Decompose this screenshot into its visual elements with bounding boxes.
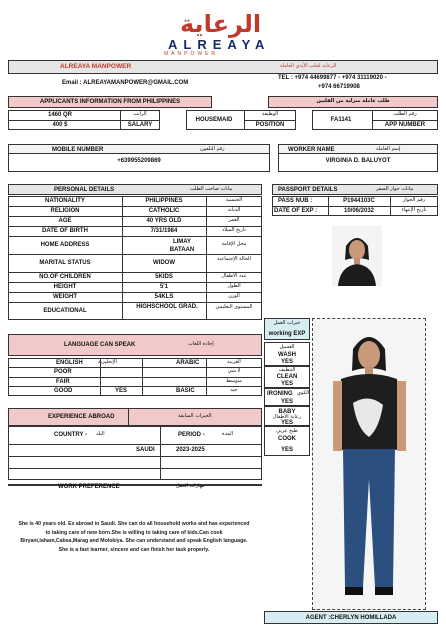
personal-row-arabic: تاريخ الميلاد — [221, 227, 247, 233]
logo-arabic: الرعاية — [180, 10, 262, 38]
personal-row-arabic: الديانة — [227, 207, 241, 213]
personal-row-arabic: الجنسية — [225, 197, 243, 203]
skill-arabic: التنظيف — [278, 367, 296, 373]
skill-label: BABY — [278, 409, 296, 415]
skill-value: YES — [280, 359, 293, 365]
experience-country-label: COUNTRY - — [54, 432, 87, 438]
passport-expiry-arabic: تاريخ الإنتهاء — [401, 207, 427, 213]
experience-period-arabic: المدة — [222, 431, 234, 437]
skill-row — [264, 388, 310, 406]
worker-label-arabic: إسم العاملة — [376, 146, 401, 152]
salary-qr: 1460 QR — [47, 112, 72, 118]
logo-subtitle: MANPOWER — [164, 51, 218, 57]
salary-arabic: الراتب — [133, 111, 147, 117]
experience-header — [8, 408, 262, 426]
experience-period-value: 2023-2025 — [176, 447, 205, 453]
skill-arabic: الكوي — [297, 390, 310, 396]
skills-title: working EXP — [268, 331, 306, 337]
personal-row-arabic: محل الإقامة — [221, 241, 247, 247]
tel-line-2: +974 66719908 — [318, 84, 360, 90]
portrait-icon — [332, 226, 382, 286]
passport-title-arabic: بيانات جواز السفر — [376, 186, 414, 192]
personal-row-label: WEIGHT — [53, 294, 77, 300]
language-poor-arabic: لا شي — [227, 368, 241, 374]
language-good-arabic: جيد — [230, 387, 238, 393]
experience-title: EXPERIENCE ABROAD — [48, 414, 115, 420]
mobile-label-arabic: رقم التلفون — [200, 146, 225, 152]
language-good-label: GOOD — [54, 388, 73, 394]
language-fair-arabic: متوسط — [226, 378, 242, 384]
personal-row-value: 5KIDS — [155, 274, 173, 280]
personal-row-value: PHILIPPINES — [145, 198, 183, 204]
applicant-description: She is 40 years old. Ex abroad in Saudi. She can do all household works and has experienced to taking care of new born.She is willing to taking care of kids.Can cook Biryani,laham,Cabsa,Marag and Molokiya. She can understand and speak English language. She is a fast learner, sincere and can finish her task properly. — [18, 521, 250, 553]
email-text: Email : ALREAYAMANPOWER@GMAIL.COM — [62, 80, 189, 86]
personal-title: PERSONAL DETAILS — [54, 187, 115, 193]
skills-title-arabic: خبرات العمل — [273, 320, 301, 326]
app-number-label: APP NUMBER — [384, 122, 426, 128]
position-value: HOUSEMAID — [195, 117, 233, 123]
passport-number-label: PASS NUB : — [278, 198, 313, 204]
passport-expiry-value: 10/06/2032 — [343, 208, 375, 214]
skill-label: WASH — [278, 352, 296, 358]
personal-row-label: HOME ADDRESS — [40, 242, 90, 248]
personal-row-label: NO.OF CHILDREN — [39, 274, 91, 280]
personal-row-value: 5'1 — [159, 284, 169, 290]
salary-label: SALARY — [127, 122, 153, 128]
app-number-arabic: رقم الطلب — [393, 111, 417, 117]
skill-arabic: الغسيل — [279, 344, 295, 350]
personal-row-label: AGE — [58, 218, 72, 224]
logo-latin: ALREAYA — [168, 37, 271, 52]
experience-country-value: SAUDI — [136, 447, 155, 453]
worker-label: WORKER NAME — [288, 147, 335, 153]
skill-row — [264, 342, 310, 366]
skill-value: YES — [280, 420, 293, 426]
work-preference-title-arabic: مهارات العمل — [176, 483, 205, 489]
skill-row — [264, 406, 310, 426]
personal-row-arabic: عدد الأطفال — [221, 273, 247, 279]
language-arabic-label: ARABIC — [176, 360, 200, 366]
language-fair-label: FAIR — [56, 379, 70, 385]
experience-period-label: PERIOD - — [178, 432, 205, 438]
experience-country-arabic: البلد — [96, 431, 105, 437]
language-english-arabic: الإنجليزية — [98, 359, 117, 365]
app-number-value: FA1141 — [330, 117, 352, 123]
personal-row-label: HEIGHT — [53, 284, 77, 290]
skill-row — [264, 426, 310, 456]
personal-row-value: LIMAY BATAAN — [169, 239, 195, 253]
mobile-label: MOBILE NUMBER — [52, 147, 104, 153]
mobile-value: +639955209869 — [117, 158, 161, 164]
company-name-arabic: الرعاية لجلب الأيدي العاملة — [280, 63, 337, 69]
company-logo — [160, 12, 290, 58]
full-body-portrait-icon — [313, 319, 425, 609]
personal-row-label: EDUCATIONAL — [43, 308, 87, 314]
personal-row-value: WIDOW — [153, 260, 175, 266]
passport-expiry-label: DATE OF EXP : — [274, 208, 318, 214]
personal-row-value: CATHOLIC — [148, 208, 180, 214]
experience-title-arabic: الخبرات السابقة — [178, 413, 212, 419]
worker-value: VIRGINIA D. BALUYOT — [325, 158, 391, 164]
personal-row-value: 40 YRS OLD — [146, 218, 182, 224]
skill-label: IRONING — [267, 391, 293, 397]
skill-label: CLEAN — [276, 374, 298, 380]
personal-row-value: HIGHSCHOOL GRAD. — [136, 304, 198, 310]
skill-value: YES — [280, 399, 293, 405]
skill-row — [264, 366, 310, 388]
applicant-photo-large — [312, 318, 426, 610]
personal-title-arabic: بيانات صاحب الطلب — [190, 186, 233, 192]
personal-row-label: RELIGION — [50, 208, 80, 214]
position-arabic: الوظيفة — [261, 111, 279, 117]
personal-row-label: MARITAL STATUS — [39, 260, 91, 266]
language-title: LANGUAGE CAN SPEAK — [64, 342, 136, 348]
personal-row-label: DATE OF BIRTH — [42, 228, 88, 234]
personal-row-arabic: الطول — [227, 283, 241, 289]
skill-arabic: طبخ عربي — [276, 428, 298, 434]
language-arabic-arabic: العربية — [227, 359, 241, 365]
tel-line-1: TEL : +974 44699877 - +974 31119020 - — [278, 75, 387, 81]
language-title-arabic: إجادة اللغات — [188, 341, 214, 347]
skill-value: YES — [280, 447, 293, 453]
applicants-label: APPLICANTS INFORMATION FROM PHILIPPINES — [39, 99, 181, 105]
skill-label: COOK — [278, 436, 296, 442]
personal-row-arabic: العمر — [228, 217, 240, 223]
language-english-level: YES — [114, 388, 127, 394]
language-english-label: ENGLISH — [56, 360, 83, 366]
work-preference-title: WORK PREFERENCE — [58, 484, 120, 490]
passport-number-value: P1944103C — [343, 198, 375, 204]
personal-row-arabic: الحالة الإجتماعية — [217, 256, 251, 262]
personal-row-value: 54KLS — [154, 294, 174, 300]
applicants-label-arabic: طلب عاملة منزلية من الفلبين — [316, 98, 390, 104]
personal-row-label: NATIONALITY — [45, 198, 85, 204]
personal-row-value: 7/31/1984 — [150, 228, 178, 234]
skill-value: YES — [280, 381, 293, 387]
position-label: POSITION — [255, 122, 285, 128]
passport-title: PASSPORT DETAILS — [278, 187, 338, 193]
language-poor-label: POOR — [54, 369, 72, 375]
company-name: ALREAYA MANPOWER — [60, 63, 132, 70]
salary-usd: 400 $ — [52, 122, 68, 128]
agent-name: AGENT :CHERLYN HOMILLADA — [305, 615, 397, 621]
passport-number-arabic: رقم الجواز — [402, 197, 426, 203]
personal-row-arabic: الوزن — [228, 293, 240, 299]
applicant-photo-small — [332, 226, 382, 286]
personal-row-arabic: المستوى التعليمي — [215, 304, 253, 310]
language-arabic-level: BASIC — [176, 388, 195, 394]
skill-arabic: رعاية الأطفال — [272, 414, 302, 420]
